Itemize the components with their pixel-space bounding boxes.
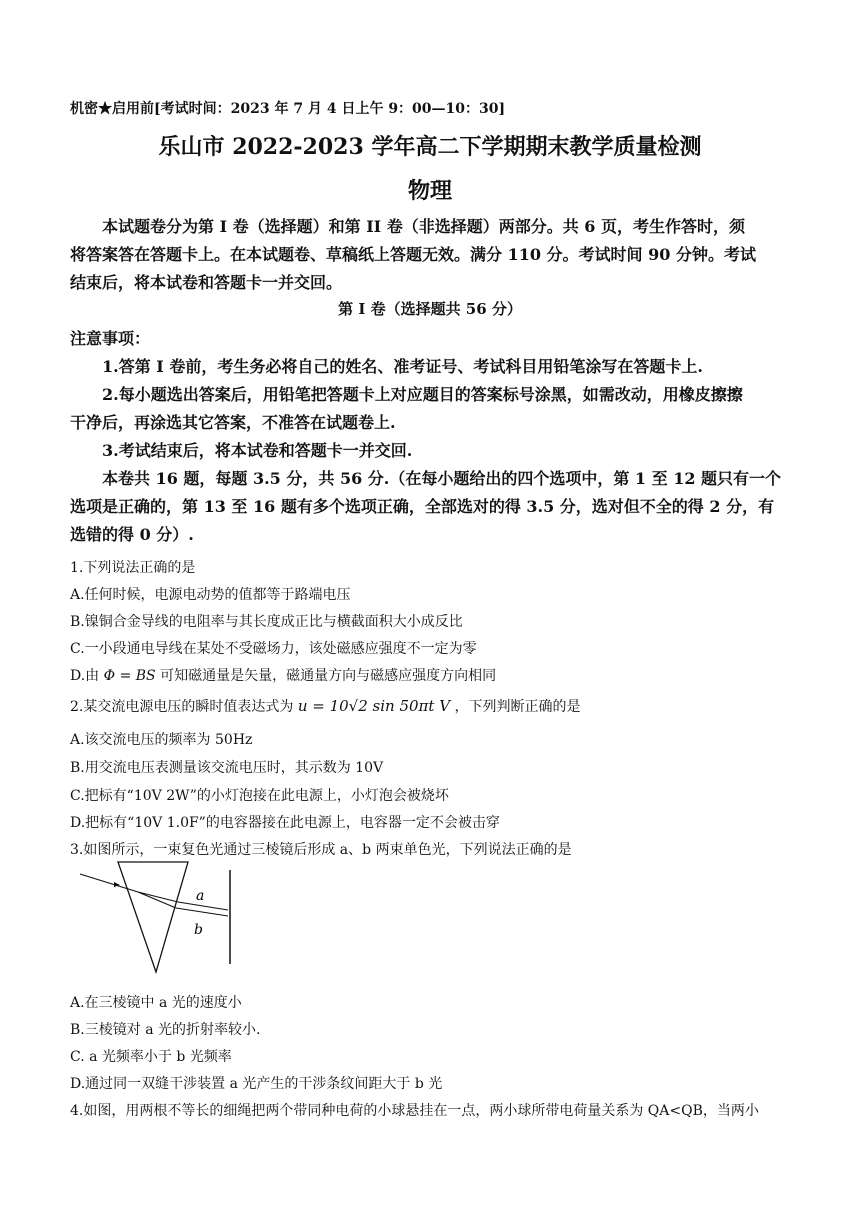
question-3-option-d: D.通过同一双缝干涉装置 a 光产生的干涉条纹间距大于 b 光: [70, 1076, 443, 1092]
intro-line: 结束后，将本试卷和答题卡一并交回。: [70, 273, 343, 292]
question-3-option-c: C. a 光频率小于 b 光频率: [70, 1049, 232, 1065]
question-3-option-a: A.在三棱镜中 a 光的速度小: [70, 995, 242, 1011]
magnetic-flux-formula: Φ = BS: [103, 668, 156, 684]
incident-ray: [80, 874, 138, 892]
intro-line: 将答案答在答题卡上。在本试题卷、草稿纸上答题无效。满分 110 分。考试时间 90 分钟。考试: [70, 245, 756, 264]
question-1-option-b: B.镍铜合金导线的电阻率与其长度成正比与横截面积大小成反比: [70, 614, 463, 630]
option-d-suffix: 可知磁通量是矢量，磁通量方向与磁感应强度方向相同: [160, 668, 497, 684]
question-3-option-b: B.三棱镜对 a 光的折射率较小.: [70, 1022, 261, 1038]
question-2-stem-suffix: ，下列判断正确的是: [454, 699, 581, 715]
subject-title: 物理: [407, 178, 452, 204]
option-d-prefix: D.由: [70, 668, 100, 684]
prism-triangle: [118, 862, 188, 972]
notice-line: 3.考试结束后，将本试卷和答题卡一并交回.: [102, 441, 413, 460]
label-a: a: [196, 888, 205, 904]
question-2-option-d: D.把标有“10V 1.0F”的电容器接在此电源上，电容器一定不会被击穿: [70, 815, 500, 831]
notice-line: 选错的得 0 分）.: [70, 525, 194, 544]
intro-line: 本试题卷分为第 I 卷（选择题）和第 II 卷（非选择题）两部分。共 6 页，考生作答时，须: [102, 217, 746, 236]
exam-title: 乐山市 2022-2023 学年高二下学期期末教学质量检测: [158, 134, 702, 160]
notice-line: 1.答第 I 卷前，考生务必将自己的姓名、准考证号、考试科目用铅笔涂写在答题卡上.: [102, 357, 703, 376]
question-1-option-d: [70, 665, 496, 685]
question-1-stem: 1.下列说法正确的是: [70, 560, 196, 576]
question-2-stem: [70, 696, 581, 716]
question-2-option-b: B.用交流电压表测量该交流电压时，其示数为 10V: [70, 760, 384, 776]
question-2-option-a: A.该交流电压的频率为 50Hz: [70, 732, 253, 748]
question-2-option-c: C.把标有“10V 2W”的小灯泡接在此电源上，小灯泡会被烧坏: [70, 788, 449, 804]
question-2-stem-prefix: 2.某交流电源电压的瞬时值表达式为: [70, 699, 294, 715]
voltage-formula: u = 10√2 sin 50πt V: [297, 697, 451, 715]
label-b: b: [194, 922, 203, 938]
section-title: 第 I 卷（选择题共 56 分）: [338, 300, 522, 318]
notice-label: 注意事项：: [70, 329, 151, 348]
notice-line: 干净后，再涂选其它答案，不准答在试题卷上.: [70, 413, 396, 432]
exam-header: 机密★启用前[考试时间：2023 年 7 月 4 日上午 9：00—10：30]: [70, 101, 506, 117]
notice-line: 2.每小题选出答案后，用铅笔把答题卡上对应题目的答案标号涂黑，如需改动，用橡皮擦擦: [102, 385, 743, 404]
notice-line: 本卷共 16 题，每题 3.5 分，共 56 分.（在每小题给出的四个选项中，第 1 至 12 题只有一个: [102, 469, 782, 488]
question-1-option-a: A.任何时候，电源电动势的值都等于路端电压: [70, 587, 351, 603]
question-1-option-c: C.一小段通电导线在某处不受磁场力，该处磁感应强度不一定为零: [70, 641, 477, 657]
question-3-stem: 3.如图所示，一束复色光通过三棱镜后形成 a、b 两束单色光，下列说法正确的是: [70, 842, 572, 858]
notice-line: 选项是正确的，第 13 至 16 题有多个选项正确，全部选对的得 3.5 分，选对但不全的得 2 分，有: [70, 497, 775, 516]
prism-diagram: [78, 858, 248, 978]
question-4-stem: 4.如图，用两根不等长的细绳把两个带同种电荷的小球悬挂在一点，两小球所带电荷量关系为 QA<QB，当两小: [70, 1103, 759, 1119]
